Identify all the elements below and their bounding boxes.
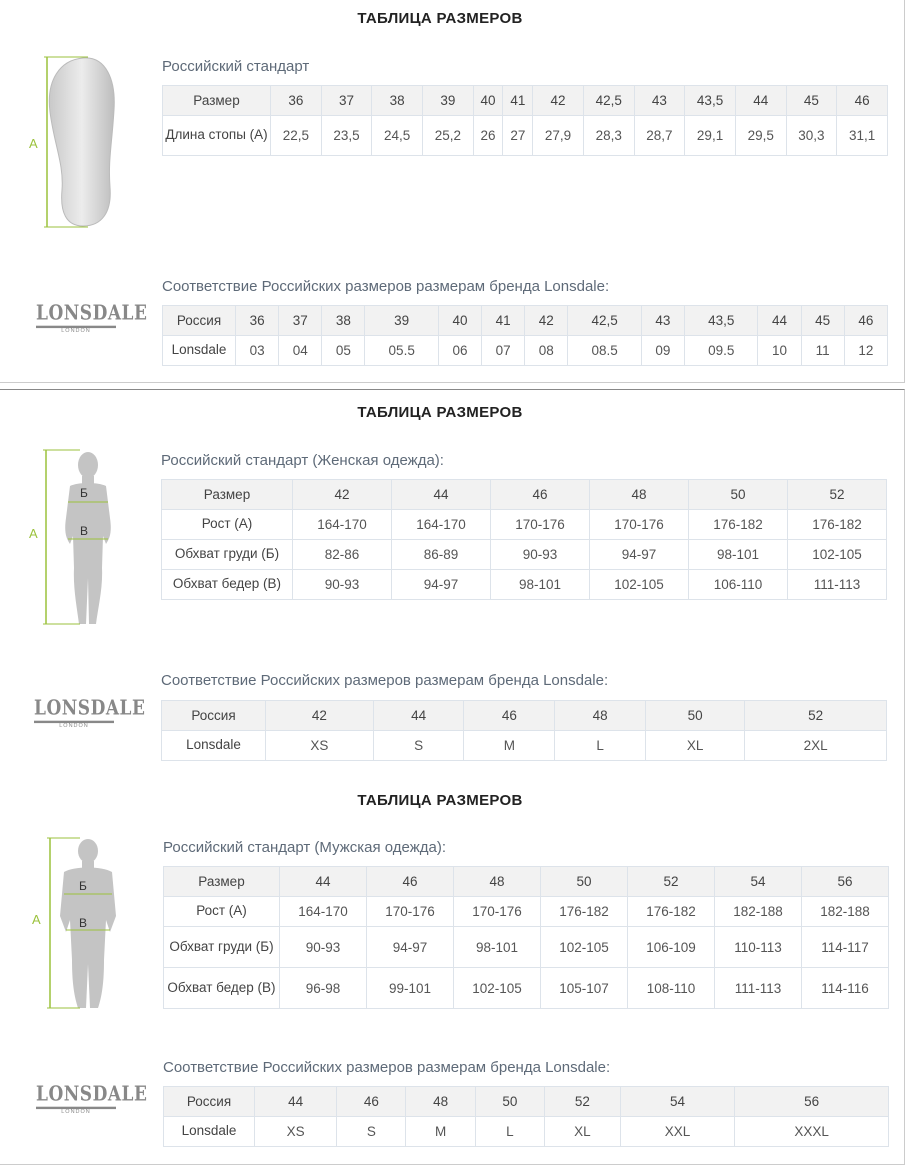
table-cell: S (373, 731, 464, 761)
table-cell: 176-182 (628, 897, 715, 927)
row-label-cell: Lonsdale (163, 336, 236, 366)
table-cell: 43,5 (685, 306, 758, 336)
table-cell: 52 (545, 1087, 621, 1117)
logo-tagline: LONDON (59, 723, 89, 729)
logo-wordmark: LONSDALE (34, 698, 114, 723)
table-cell: 09 (641, 336, 684, 366)
table-cell: 38 (322, 306, 365, 336)
table-cell: 24,5 (372, 116, 423, 156)
lonsdale-logo (36, 1082, 148, 1115)
table-cell: 37 (321, 86, 372, 116)
table-cell: 48 (406, 1087, 475, 1117)
dimension-a-label: А (32, 912, 41, 927)
table-cell: 45 (801, 306, 844, 336)
table-cell: 08 (525, 336, 568, 366)
section-title: ТАБЛИЦА РАЗМЕРОВ (357, 404, 523, 421)
brand-subtitle: Соответствие Российских размеров размерам бренда Lonsdale: (163, 1059, 611, 1076)
table-cell: 110-113 (715, 927, 802, 968)
table-cell: 43 (641, 306, 684, 336)
table-cell: 94-97 (367, 927, 454, 968)
table-row (164, 1117, 889, 1147)
table-cell: 44 (373, 701, 464, 731)
table-cell: 182-188 (802, 897, 889, 927)
table-cell: L (475, 1117, 544, 1147)
table-row (162, 510, 887, 540)
table-cell: XXXL (735, 1117, 889, 1147)
row-label-cell: Рост (А) (162, 510, 293, 540)
brand-subtitle: Соответствие Российских размеров размерам бренда Lonsdale: (161, 672, 609, 689)
table-cell: M (464, 731, 555, 761)
table-cell: 96-98 (280, 968, 367, 1009)
chest-label: Б (79, 879, 87, 893)
table-cell: 164-170 (280, 897, 367, 927)
table-cell: 54 (715, 867, 802, 897)
table-cell: 29,5 (735, 116, 786, 156)
row-label-cell: Длина стопы (А) (163, 116, 271, 156)
table-cell: 44 (392, 480, 491, 510)
table-cell: 56 (735, 1087, 889, 1117)
table-cell: S (337, 1117, 406, 1147)
table-cell: 41 (503, 86, 533, 116)
table-cell: 98-101 (689, 540, 788, 570)
table-row (162, 480, 887, 510)
table-cell: M (406, 1117, 475, 1147)
table-row (162, 540, 887, 570)
table-cell: 36 (271, 86, 322, 116)
table-row (163, 306, 888, 336)
table-cell: 170-176 (454, 897, 541, 927)
brand-subtitle: Соответствие Российских размеров размерам бренда Lonsdale: (162, 278, 610, 295)
table-row (164, 968, 889, 1009)
footwear-size-panel (0, 0, 905, 383)
table-cell: 44 (280, 867, 367, 897)
table-cell: 2XL (745, 731, 887, 761)
mens-size-panel (0, 776, 905, 1165)
logo-tagline: LONDON (61, 1109, 91, 1115)
table-cell: 46 (844, 306, 887, 336)
table-cell: 27,9 (533, 116, 584, 156)
row-label-cell: Россия (163, 306, 236, 336)
table-cell: 28,3 (583, 116, 634, 156)
row-label-cell: Обхват груди (Б) (164, 927, 280, 968)
foot-sole-illustration (28, 52, 128, 232)
table-cell: 94-97 (392, 570, 491, 600)
table-cell: 45 (786, 86, 837, 116)
table-cell: 03 (236, 336, 279, 366)
row-label-cell: Обхват груди (Б) (162, 540, 293, 570)
table-cell: 38 (372, 86, 423, 116)
table-row (164, 897, 889, 927)
row-label-cell: Россия (164, 1087, 255, 1117)
table-cell: 48 (454, 867, 541, 897)
table-row (162, 570, 887, 600)
table-cell: 09.5 (685, 336, 758, 366)
table-cell: 52 (745, 701, 887, 731)
hip-label: В (79, 916, 88, 930)
logo-tagline: LONDON (61, 328, 91, 334)
row-label-cell: Lonsdale (164, 1117, 255, 1147)
table-cell: 170-176 (491, 510, 590, 540)
table-cell: 25,2 (423, 116, 474, 156)
table-cell: 108-110 (628, 968, 715, 1009)
table-cell: 54 (620, 1087, 735, 1117)
table-cell: XL (545, 1117, 621, 1147)
lonsdale-logo (36, 301, 148, 334)
table-cell: 50 (541, 867, 628, 897)
table-cell: 111-113 (788, 570, 887, 600)
table-cell: 27 (503, 116, 533, 156)
table-cell: 44 (255, 1087, 337, 1117)
table-cell: 182-188 (715, 897, 802, 927)
table-cell: 50 (646, 701, 745, 731)
table-cell: 50 (475, 1087, 544, 1117)
brand-conversion-table (162, 305, 888, 366)
table-row (164, 867, 889, 897)
table-cell: 44 (735, 86, 786, 116)
table-cell: 39 (423, 86, 474, 116)
table-cell: 52 (788, 480, 887, 510)
table-cell: 22,5 (271, 116, 322, 156)
table-cell: 42,5 (568, 306, 641, 336)
table-cell: 43 (634, 86, 685, 116)
table-cell: 46 (367, 867, 454, 897)
table-cell: 82-86 (293, 540, 392, 570)
table-cell: 46 (337, 1087, 406, 1117)
table-cell: 86-89 (392, 540, 491, 570)
table-cell: L (555, 731, 646, 761)
table-cell: XXL (620, 1117, 735, 1147)
womens-size-panel (0, 389, 905, 777)
dimension-a-label: А (29, 526, 38, 541)
table-cell: 176-182 (788, 510, 887, 540)
table-row (163, 116, 888, 156)
table-cell: 98-101 (454, 927, 541, 968)
table-cell: 06 (438, 336, 481, 366)
table-cell: 50 (689, 480, 788, 510)
table-cell: 102-105 (541, 927, 628, 968)
female-silhouette-illustration (40, 448, 120, 628)
table-cell: XS (266, 731, 374, 761)
table-cell: 05 (322, 336, 365, 366)
table-cell: 40 (438, 306, 481, 336)
table-cell: 90-93 (293, 570, 392, 600)
mens-size-table (163, 866, 889, 1009)
table-cell: 102-105 (788, 540, 887, 570)
table-cell: 42 (266, 701, 374, 731)
table-cell: 41 (482, 306, 525, 336)
table-cell: 29,1 (685, 116, 736, 156)
table-cell: 46 (464, 701, 555, 731)
table-cell: 170-176 (590, 510, 689, 540)
table-cell: 31,1 (837, 116, 888, 156)
table-cell: 23,5 (321, 116, 372, 156)
table-cell: 94-97 (590, 540, 689, 570)
table-cell: 164-170 (392, 510, 491, 540)
table-cell: 26 (473, 116, 503, 156)
row-label-cell: Обхват бедер (В) (162, 570, 293, 600)
table-cell: 40 (473, 86, 503, 116)
table-row (164, 1087, 889, 1117)
table-cell: 114-117 (802, 927, 889, 968)
dimension-a-label: А (29, 136, 38, 151)
table-cell: 30,3 (786, 116, 837, 156)
table-cell: 10 (758, 336, 801, 366)
table-cell: 42 (525, 306, 568, 336)
table-cell: 39 (365, 306, 438, 336)
table-cell: 90-93 (491, 540, 590, 570)
table-cell: 42,5 (583, 86, 634, 116)
table-cell: 11 (801, 336, 844, 366)
brand-conversion-table (161, 700, 887, 761)
row-label-cell: Размер (163, 86, 271, 116)
table-row (164, 927, 889, 968)
womens-size-table (161, 479, 887, 600)
table-cell: 48 (590, 480, 689, 510)
table-cell: 56 (802, 867, 889, 897)
row-label-cell: Рост (А) (164, 897, 280, 927)
hip-label: В (80, 524, 89, 538)
row-label-cell: Обхват бедер (В) (164, 968, 280, 1009)
table-row (162, 701, 887, 731)
table-cell: 08.5 (568, 336, 641, 366)
table-cell: 176-182 (689, 510, 788, 540)
table-cell: 42 (533, 86, 584, 116)
standard-subtitle: Российский стандарт (Женская одежда): (161, 452, 444, 469)
table-cell: 102-105 (590, 570, 689, 600)
chest-label: Б (80, 486, 88, 500)
section-title: ТАБЛИЦА РАЗМЕРОВ (357, 792, 523, 809)
table-cell: 44 (758, 306, 801, 336)
table-cell: 07 (482, 336, 525, 366)
table-row (163, 336, 888, 366)
table-cell: XS (255, 1117, 337, 1147)
table-cell: 43,5 (685, 86, 736, 116)
section-title: ТАБЛИЦА РАЗМЕРОВ (357, 10, 523, 27)
table-cell: 04 (279, 336, 322, 366)
table-cell: 48 (555, 701, 646, 731)
row-label-cell: Россия (162, 701, 266, 731)
table-cell: 90-93 (280, 927, 367, 968)
table-cell: 176-182 (541, 897, 628, 927)
row-label-cell: Размер (164, 867, 280, 897)
table-cell: 170-176 (367, 897, 454, 927)
table-cell: 12 (844, 336, 887, 366)
table-cell: 114-116 (802, 968, 889, 1009)
row-label-cell: Lonsdale (162, 731, 266, 761)
standard-subtitle: Российский стандарт (Мужская одежда): (163, 839, 447, 856)
table-cell: 46 (491, 480, 590, 510)
table-cell: 46 (837, 86, 888, 116)
logo-wordmark: LONSDALE (36, 1084, 116, 1109)
lonsdale-logo (34, 696, 146, 729)
table-cell: XL (646, 731, 745, 761)
table-cell: 102-105 (454, 968, 541, 1009)
logo-wordmark: LONSDALE (36, 303, 116, 328)
table-cell: 106-110 (689, 570, 788, 600)
table-row (163, 86, 888, 116)
standard-subtitle: Российский стандарт (162, 58, 310, 75)
table-cell: 111-113 (715, 968, 802, 1009)
table-cell: 98-101 (491, 570, 590, 600)
table-cell: 37 (279, 306, 322, 336)
brand-conversion-table (163, 1086, 889, 1147)
table-row (162, 731, 887, 761)
table-cell: 42 (293, 480, 392, 510)
table-cell: 106-109 (628, 927, 715, 968)
table-cell: 99-101 (367, 968, 454, 1009)
table-cell: 36 (236, 306, 279, 336)
table-cell: 105-107 (541, 968, 628, 1009)
table-cell: 28,7 (634, 116, 685, 156)
table-cell: 05.5 (365, 336, 438, 366)
shoe-size-table (162, 85, 888, 156)
table-cell: 164-170 (293, 510, 392, 540)
table-cell: 52 (628, 867, 715, 897)
row-label-cell: Размер (162, 480, 293, 510)
